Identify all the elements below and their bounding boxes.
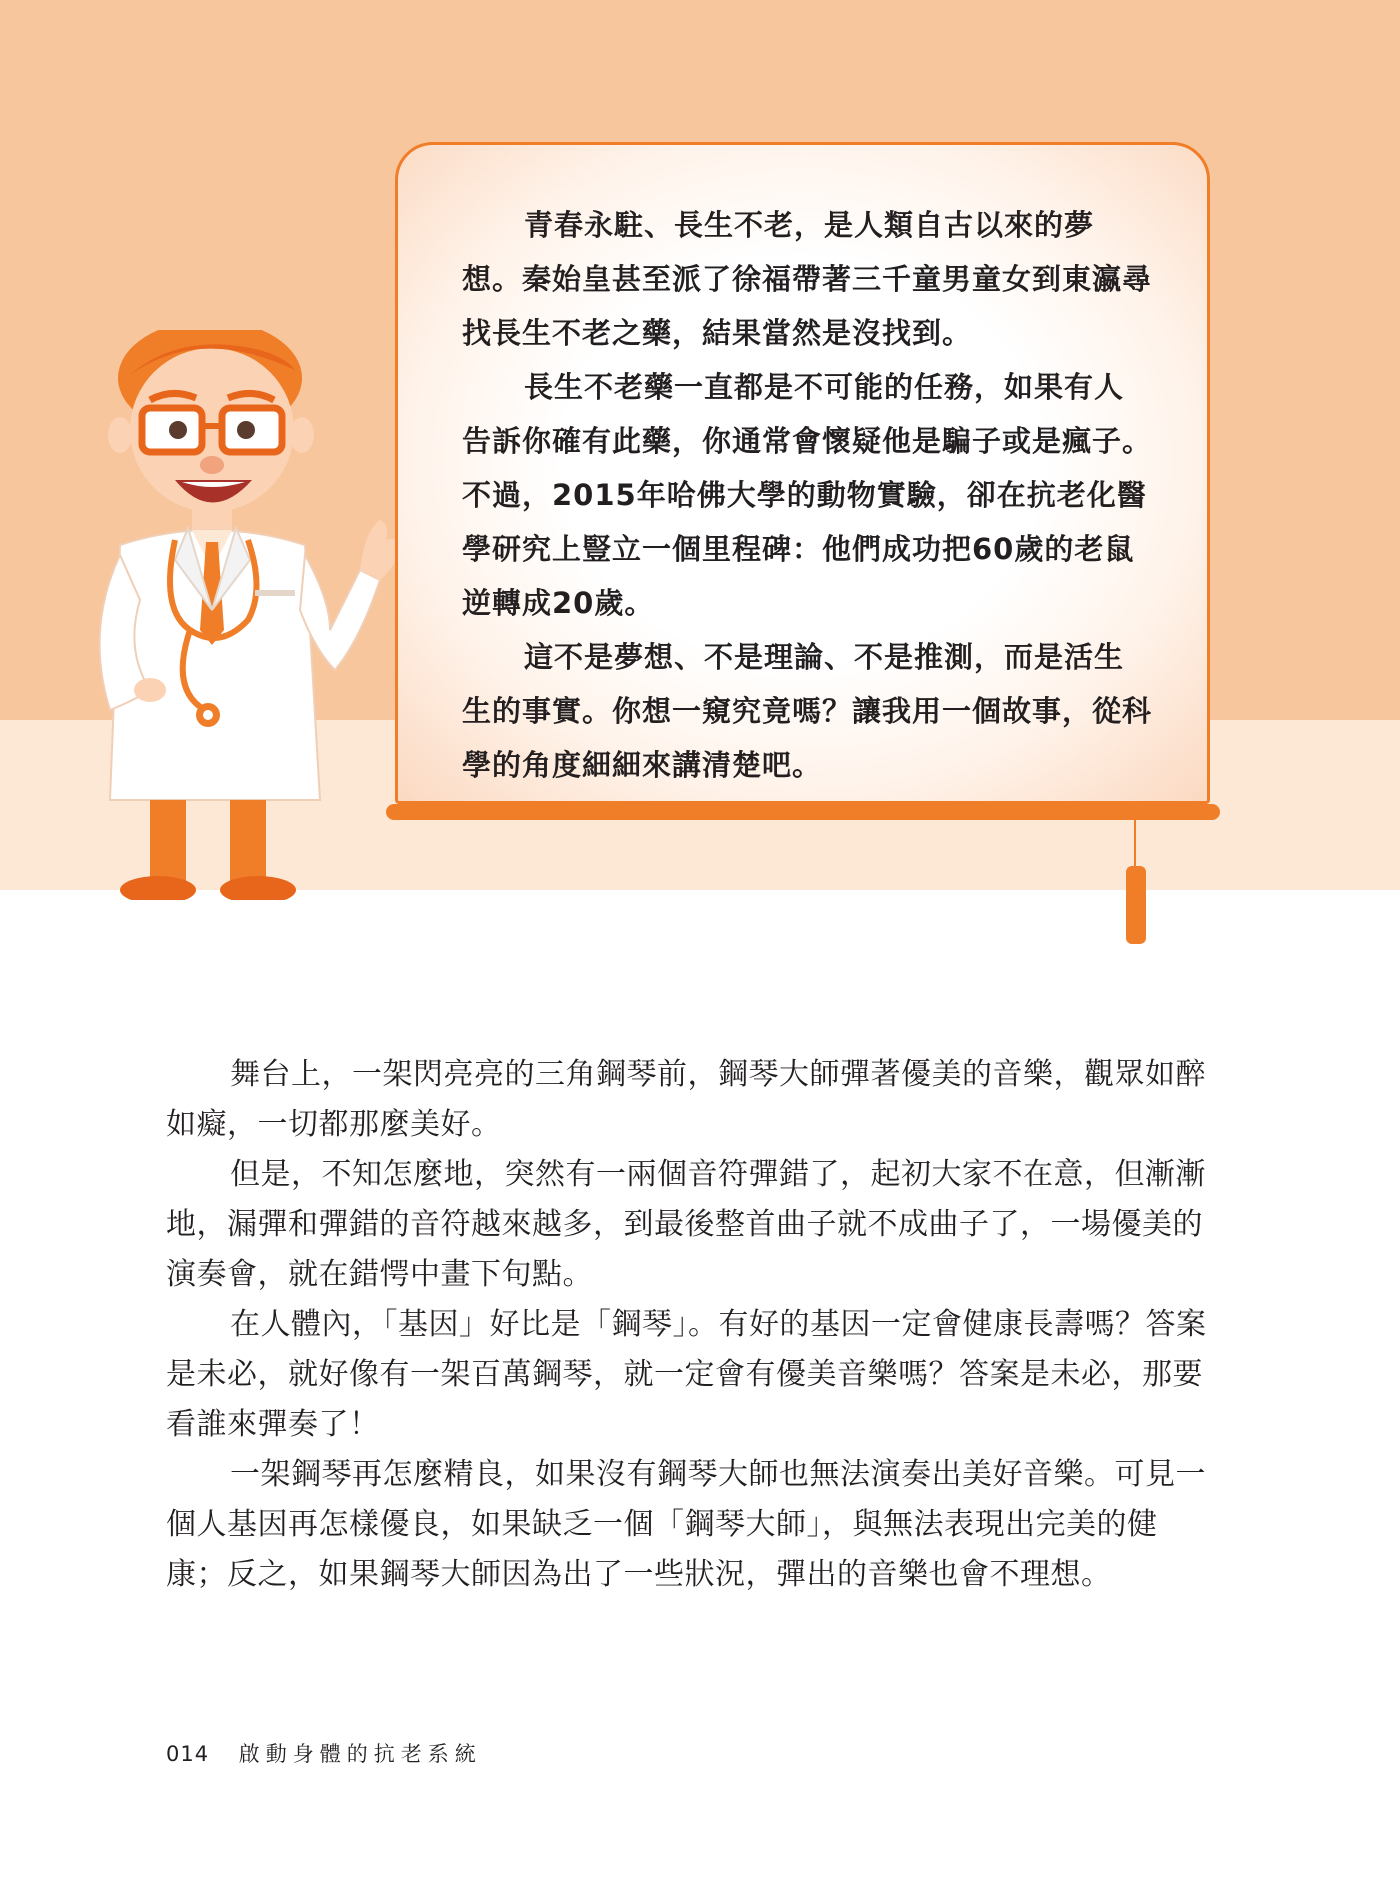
page-footer [166,1738,482,1768]
intro-paragraph: 青春永駐、長生不老，是人類自古以來的夢想。秦始皇甚至派了徐福帶著三千童男童女到東瀛尋找長生不老之藥，結果當然是沒找到。 [462,208,1153,350]
intro-paragraph: 這不是夢想、不是理論、不是推測，而是活生生的事實。你想一窺究竟嗎？讓我用一個故事，從科學的角度細細來講清楚吧。 [462,640,1153,782]
intro-paragraph: 長生不老藥一直都是不可能的任務，如果有人告訴你確有此藥，你通常會懷疑他是騙子或是瘋子。不過，2015年哈佛大學的動物實驗，卻在抗老化醫學研究上豎立一個里程碑：他們成功把60歲的老鼠逆轉成20歲。 [462,370,1153,620]
book-title: 啟動身體的抗老系統 [238,1742,482,1766]
body-paragraph: 在人體內，「基因」好比是「鋼琴」。有好的基因一定會健康長壽嗎？答案是未必，就好像有一架百萬鋼琴，就一定會有優美音樂嗎？答案是未必，那要看誰來彈奏了！ [166,1307,1207,1442]
body-text [166,1050,1216,1600]
page-number: 014 [166,1742,210,1766]
intro-text [462,198,1152,792]
board-bottom-bar [386,804,1220,820]
board-pull-handle [1126,866,1146,944]
body-paragraph: 一架鋼琴再怎麼精良，如果沒有鋼琴大師也無法演奏出美好音樂。可見一個人基因再怎樣優良，如果缺乏一個「鋼琴大師」，與無法表現出完美的健康；反之，如果鋼琴大師因為出了一些狀況，彈出的音樂也會不理想。 [166,1457,1206,1592]
body-paragraph: 舞台上，一架閃亮亮的三角鋼琴前，鋼琴大師彈著優美的音樂，觀眾如醉如癡，一切都那麼美好。 [166,1057,1206,1142]
board-pull-cord [1134,819,1136,869]
doctor-figure-icon [80,330,410,900]
doctor-illustration [80,330,410,900]
body-paragraph: 但是，不知怎麼地，突然有一兩個音符彈錯了，起初大家不在意，但漸漸地，漏彈和彈錯的音符越來越多，到最後整首曲子就不成曲子了，一場優美的演奏會，就在錯愕中畫下句點。 [166,1157,1206,1292]
